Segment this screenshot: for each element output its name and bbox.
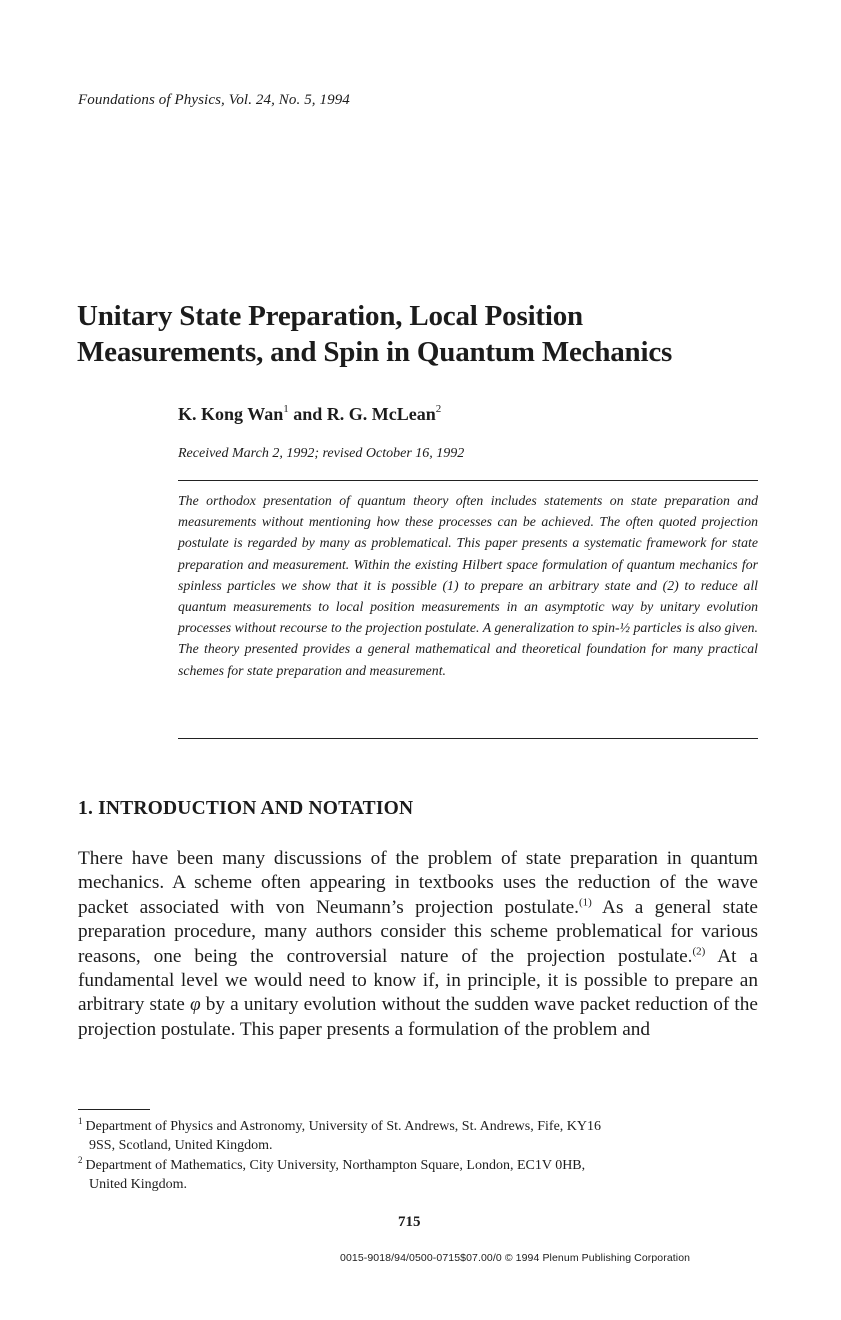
footnote-text: Department of Physics and Astronomy, University of St. Andrews, St. Andrews, Fife, KY16 bbox=[85, 1119, 601, 1134]
author-conjunction: and bbox=[293, 404, 323, 424]
footnote-mark: 2 bbox=[78, 1155, 83, 1166]
footnote-mark: 1 bbox=[78, 1116, 83, 1127]
paragraph-text: by a unitary evolution without the sudden wave packet reduction of the projection postulate. This paper presents a formulation of the problem and bbox=[78, 994, 758, 1040]
intro-paragraph bbox=[78, 847, 758, 1042]
page-number: 715 bbox=[398, 1214, 421, 1230]
affiliation-mark: 2 bbox=[435, 403, 442, 415]
abstract-text: The orthodox presentation of quantum theory often includes statements on state preparation and measurements without mentioning how these processes can be achieved. The often quoted projection postulate is regarded by many as problematical. This paper presents a systematic framework for state preparation and measurement. Within the existing Hilbert space formulation of quantum mechanics for spinless particles we show that it is possible (1) to prepare an arbitrary state and (2) to reduce all quantum measurements to local position measurements in an asymptotic way by unitary evolution processes without recourse to the projection postulate. A generalization to spin-½ particles is also given. The theory presented provides a general mathematical and theoretical foundation for many practical schemes for state preparation and measurement. bbox=[178, 493, 758, 678]
citation-ref: (2) bbox=[692, 945, 706, 958]
received-dates: Received March 2, 1992; revised October 16, 1992 bbox=[178, 446, 465, 461]
abstract-top-rule bbox=[178, 480, 758, 481]
journal-citation: Foundations of Physics, Vol. 24, No. 5, 1994 bbox=[78, 92, 350, 108]
footnote-rule bbox=[78, 1109, 150, 1110]
affiliation-mark: 1 bbox=[283, 403, 289, 415]
title-line-1: Unitary State Preparation, Local Position bbox=[77, 300, 583, 332]
citation-ref: (1) bbox=[578, 896, 592, 909]
phi-symbol: φ bbox=[189, 994, 201, 1016]
abstract-bottom-rule bbox=[178, 738, 758, 739]
author-name: R. G. McLean bbox=[326, 404, 436, 424]
footnote-text: 9SS, Scotland, United Kingdom. bbox=[89, 1138, 273, 1153]
section-heading: 1. INTRODUCTION AND NOTATION bbox=[78, 798, 414, 819]
footnote bbox=[78, 1156, 758, 1194]
paragraph-text: At a fundamental level we would need to know if, in principle, it is possible to prepare an arbitrary state bbox=[78, 945, 758, 1016]
paragraph-text: As a general state preparation procedure, many authors consider this scheme problematical for various reasons, one being the controversial nature of the projection postulate. bbox=[78, 896, 758, 967]
paper-title bbox=[77, 298, 777, 370]
author-list bbox=[178, 404, 441, 425]
paragraph-text: There have been many discussions of the problem of state preparation in quantum mechanics. A scheme often appearing in textbooks uses the reduction of the wave packet associated with von Neumann’s projection postulate. bbox=[78, 848, 758, 918]
copyright-line: 0015-9018/94/0500-0715$07.00/0 © 1994 Plenum Publishing Corporation bbox=[340, 1252, 691, 1264]
title-line-2: Measurements, and Spin in Quantum Mechanics bbox=[77, 336, 673, 368]
footnote bbox=[78, 1117, 758, 1155]
footnote-text: United Kingdom. bbox=[89, 1177, 187, 1192]
author-name: K. Kong Wan bbox=[178, 404, 284, 424]
footnote-text: Department of Mathematics, City University, Northampton Square, London, EC1V 0HB, bbox=[85, 1158, 586, 1173]
